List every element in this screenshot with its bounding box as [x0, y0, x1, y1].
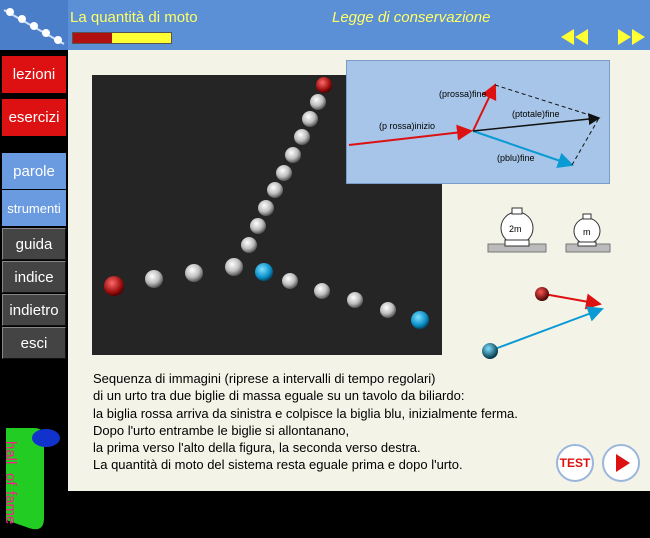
hall-of-fame-button[interactable]: [4, 428, 44, 533]
section-title: Legge di conservazione: [332, 9, 491, 26]
test-button[interactable]: TEST: [556, 444, 594, 482]
caption-line: Sequenza di immagini (riprese a intervalli di tempo regolari): [93, 371, 436, 386]
momentum-vector-diagram: [346, 60, 610, 184]
caption-line: di un urto tra due biglie di massa eguale su un tavolo da biliardo:: [93, 388, 465, 404]
sidebar-item-lezioni[interactable]: [2, 56, 66, 93]
sidebar-item-label: parole: [13, 162, 55, 180]
play-icon: [604, 446, 638, 480]
sidebar-item-strumenti[interactable]: [2, 190, 66, 226]
caption-text: [93, 370, 613, 474]
sidebar-item-label: guida: [15, 235, 53, 253]
next-page-button[interactable]: [616, 28, 646, 46]
hall-of-fame-word-2: of: [2, 473, 19, 486]
sidebar-item-label: esci: [20, 334, 48, 352]
sidebar-item-guida[interactable]: [2, 228, 66, 260]
progress-bar: [72, 32, 172, 44]
previous-page-button[interactable]: [560, 28, 590, 46]
sidebar-item-indietro[interactable]: [2, 294, 66, 326]
sidebar: [0, 50, 68, 525]
progress-fill: [73, 33, 112, 43]
main-content: [68, 50, 650, 491]
label-p-rossa-inizio: (p rossa)inizio: [379, 121, 436, 131]
caption-line: la biglia rossa arriva da sinistra e colpisce la biglia blu, inizialmente ferma.: [93, 405, 518, 421]
play-button[interactable]: [602, 444, 640, 482]
caption-line: Dopo l'urto entrambe le biglie si allontanano,: [93, 422, 350, 438]
label-p-rossa-fine: (prossa)fine: [439, 89, 487, 99]
mass-2m-label: 2m: [509, 224, 522, 234]
header-bar: [0, 0, 650, 50]
sidebar-item-label: strumenti: [7, 200, 61, 216]
mass-m-label: m: [583, 227, 591, 237]
sidebar-item-label: lezioni: [12, 66, 56, 83]
balls-momentum-illustration: [476, 280, 616, 362]
sidebar-item-label: indice: [14, 268, 54, 286]
caption-line: la prima verso l'alto della figura, la seconda verso destra.: [93, 440, 421, 456]
double-arrow-left-icon: [560, 28, 590, 46]
caption-line: La quantità di moto del sistema resta eguale prima e dopo l'urto.: [93, 457, 463, 473]
label-p-blu-fine: (pblu)fine: [497, 153, 535, 163]
sidebar-item-esercizi[interactable]: [2, 99, 66, 136]
label-p-totale-fine: (ptotale)fine: [512, 109, 560, 119]
hall-of-fame-word-1: hall: [2, 441, 19, 465]
app-logo: [0, 0, 68, 50]
sidebar-item-label: indietro: [9, 301, 59, 319]
sidebar-item-indice[interactable]: [2, 261, 66, 293]
double-arrow-right-icon: [616, 28, 646, 46]
app-title: La quantità di moto: [70, 9, 198, 26]
hall-of-fame-word-3: fame: [2, 491, 19, 525]
sidebar-item-parole[interactable]: [2, 153, 66, 189]
sidebar-item-label: esercizi: [8, 109, 60, 126]
masses-illustration: [488, 200, 628, 260]
sidebar-item-esci[interactable]: [2, 327, 66, 359]
